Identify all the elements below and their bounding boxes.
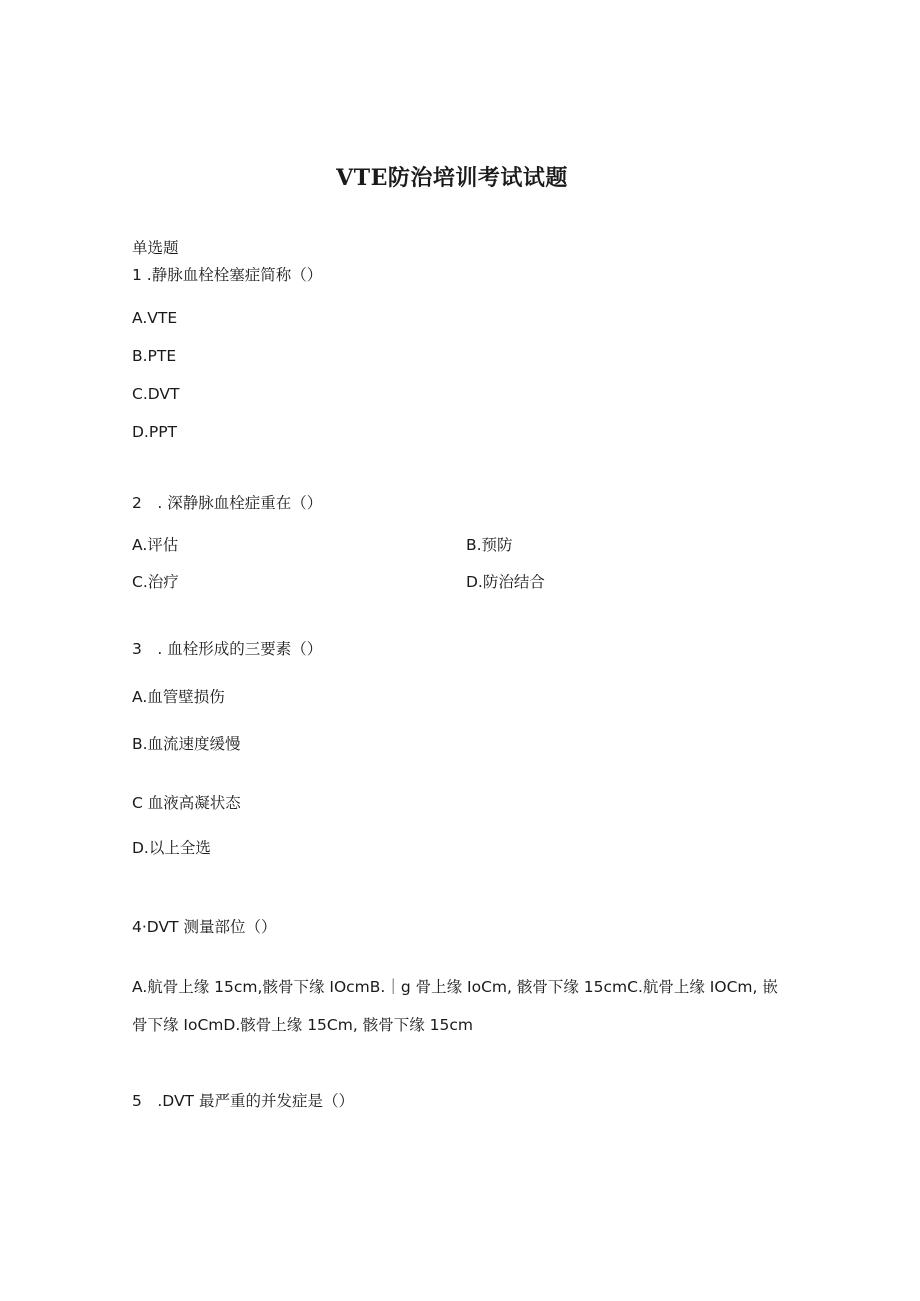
q3-option-b: B.血流速度缓慢 [132,735,241,753]
q1-option-c: C.DVT [132,385,180,403]
question-4: 4·DVT 测量部位（） [132,918,277,936]
q3-option-a: A.血管壁损伤 [132,688,225,706]
question-1: 1 .静脉血栓栓塞症简称（） [132,266,323,284]
question-5: 5 .DVT 最严重的并发症是（） [132,1092,354,1110]
section-heading: 单选题 [132,239,179,257]
q1-option-b: B.PTE [132,347,177,365]
q2-option-a: A.评估 [132,536,179,554]
q1-option-a: A.VTE [132,309,178,327]
q2-option-c: C.治疗 [132,573,179,591]
question-2: 2 . 深静脉血栓症重在（） [132,494,323,512]
q2-option-d: D.防治结合 [466,573,545,591]
q3-option-d: D.以上全选 [132,839,211,857]
q1-option-d: D.PPT [132,423,178,441]
q3-option-c: C 血液高凝状态 [132,794,241,812]
q4-options-line-1: A.航骨上缘 15cm,骸骨下缘 IOcmB.｜g 骨上缘 IoCm, 骸骨下缘 15cmC.航骨上缘 IOCm, 嵌 [132,978,778,996]
question-3: 3 . 血栓形成的三要素（） [132,640,323,658]
q4-options-line-2: 骨下缘 IoCmD.骸骨上缘 15Cm, 骸骨下缘 15cm [132,1016,473,1034]
q2-option-b: B.预防 [466,536,513,554]
page-title: VTE防治培训考试试题 [336,165,568,191]
